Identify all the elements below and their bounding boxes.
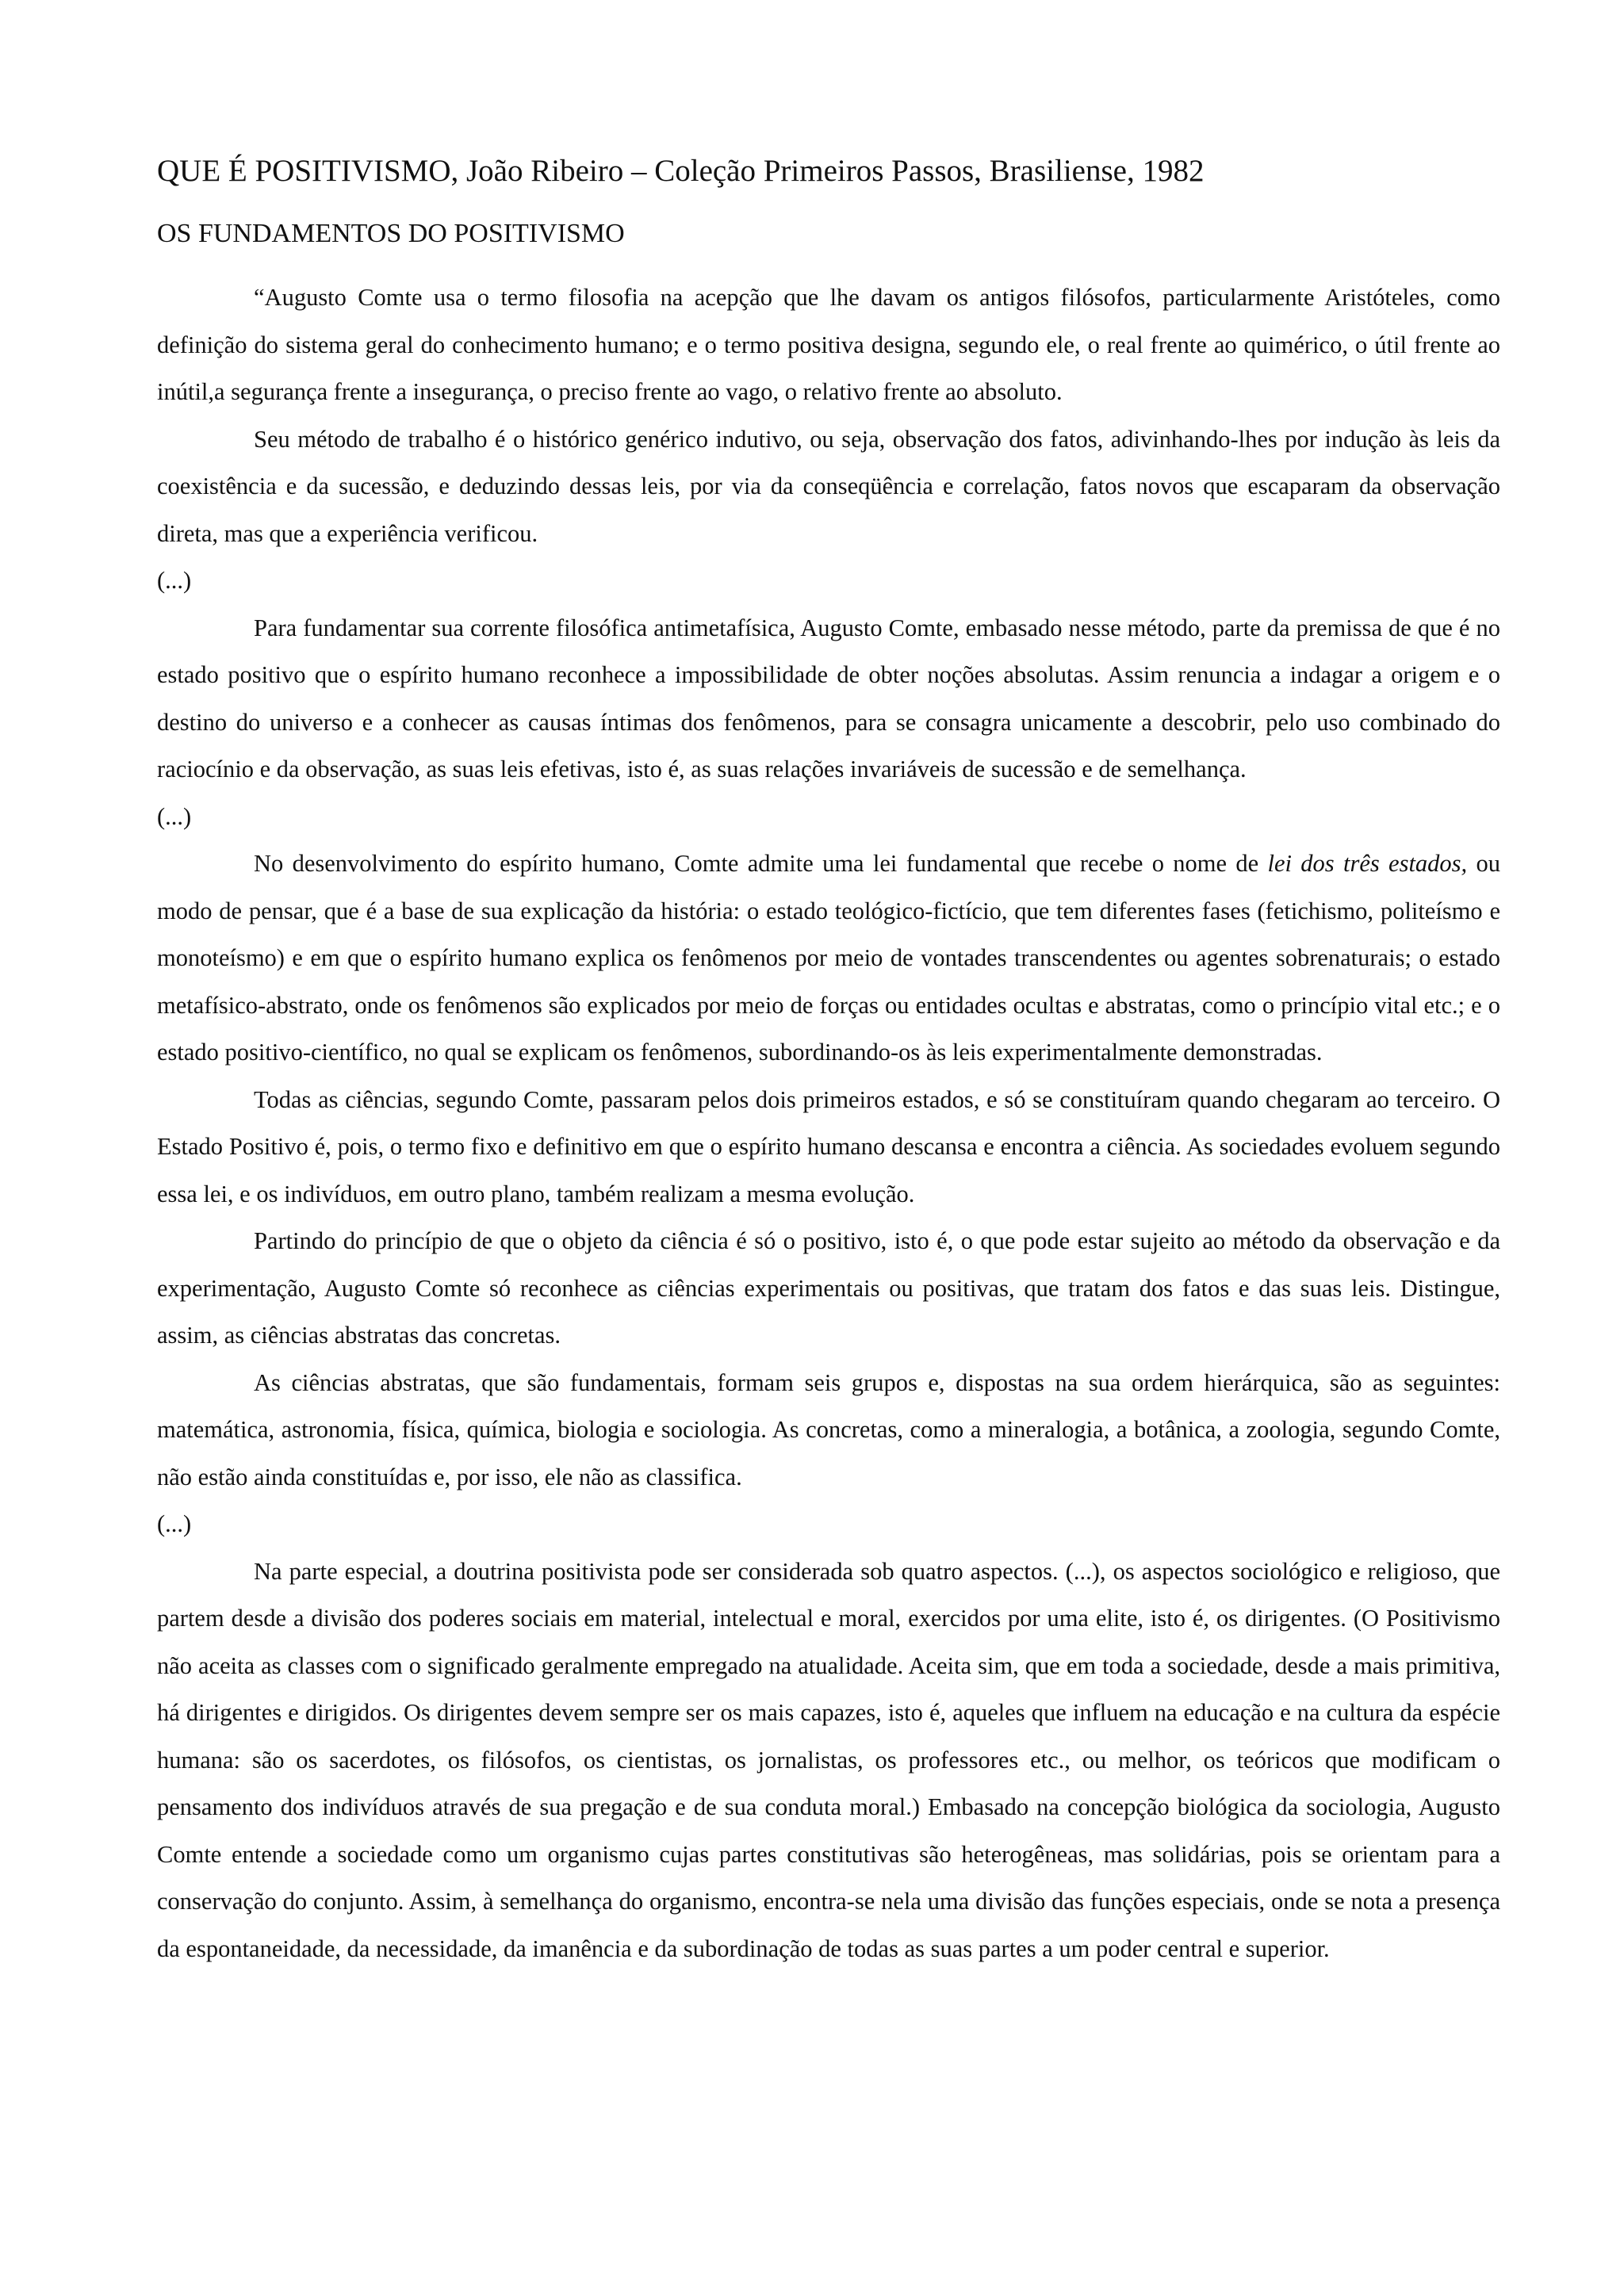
paragraph: Para fundamentar sua corrente filosófica antimetafísica, Augusto Comte, embasado nesse método, parte da premissa de que é no estado positivo que o espírito humano reconhece a impossibilidade de obter noções absolutas. Assim renuncia a indagar a origem e o destino do universo e a conhecer as causas íntimas dos fenômenos, para se consagra unicamente a descobrir, pelo uso combinado do raciocínio e da observação, as suas leis efetivas, isto é, as suas relações invariáveis de sucessão e de semelhança. [157,614,1500,783]
paragraph: As ciências abstratas, que são fundamentais, formam seis grupos e, dispostas na sua ordem hierárquica, são as seguintes: matemática, astronomia, física, química, biologia e sociologia. As concretas, como a mineralogia, a botânica, a zoologia, segundo Comte, não estão ainda constituídas e, por isso, ele não as classifica. [157,1368,1500,1490]
paragraph: Na parte especial, a doutrina positivista pode ser considerada sob quatro aspectos. (...), os aspectos sociológico e religioso, que partem desde a divisão dos poderes sociais em material, intelectual e moral, exercidos por uma elite, isto é, os dirigentes. (O Positivismo não aceita as classes com o significado geralmente empregado na atualidade. Aceita sim, que em toda a sociedade, desde a mais primitiva, há dirigentes e dirigidos. Os dirigentes devem sempre ser os mais capazes, isto é, aqueles que influem na educação e na cultura da espécie humana: são os sacerdotes, os filósofos, os cientistas, os jornalistas, os professores etc., ou melhor, os teóricos que modificam o pensamento dos indivíduos através de sua pregação e de sua conduta moral.) Embasado na concepção biológica da sociologia, Augusto Comte entende a sociedade como um organismo cujas partes constitutivas são heterogêneas, mas solidárias, pois se orientam para a conservação do conjunto. Assim, à semelhança do organismo, encontra-se nela uma divisão das funções especiais, onde se nota a presença da espontaneidade, da necessidade, da imanência e da subordinação de todas as suas partes a um poder central e superior. [157,1557,1500,1962]
paragraph-text: No desenvolvimento do espírito humano, Comte admite uma lei fundamental que recebe o nome de [254,850,1268,877]
paragraph: “Augusto Comte usa o termo filosofia na acepção que lhe davam os antigos filósofos, particularmente Aristóteles, como definição do sistema geral do conhecimento humano; e o termo positiva designa, segundo ele, o real frente ao quimérico, o útil frente ao inútil,a segurança frente a insegurança, o preciso frente ao vago, o relativo frente ao absoluto. [157,284,1500,405]
section-heading: OS FUNDAMENTOS DO POSITIVISMO [157,219,625,248]
paragraph: Todas as ciências, segundo Comte, passaram pelos dois primeiros estados, e só se constituíram quando chegaram ao terceiro. O Estado Positivo é, pois, o termo fixo e definitivo em que o espírito humano descansa e encontra a ciência. As sociedades evoluem segundo essa lei, e os indivíduos, em outro plano, também realizam a mesma evolução. [157,1085,1500,1207]
ellipsis-marker: (...) [157,567,192,594]
paragraph: Partindo do princípio de que o objeto da ciência é só o positivo, isto é, o que pode estar sujeito ao método da observação e da experimentação, Augusto Comte só reconhece as ciências experimentais ou positivas, que tratam dos fatos e das suas leis. Distingue, assim, as ciências abstratas das concretas. [157,1227,1500,1349]
document-title: QUE É POSITIVISMO, João Ribeiro – Coleção Primeiros Passos, Brasiliense, 1982 [157,154,1205,188]
document-body [157,274,1500,1973]
paragraph: Seu método de trabalho é o histórico genérico indutivo, ou seja, observação dos fatos, adivinhando-lhes por indução às leis da coexistência e da sucessão, e deduzindo dessas leis, por via da conseqüência e correlação, fatos novos que escaparam da observação direta, mas que a experiência verificou. [157,425,1500,547]
ellipsis-marker: (...) [157,802,192,830]
paragraph [157,840,1500,1077]
ellipsis-marker: (...) [157,1510,192,1537]
paragraph-text: ou modo de pensar, que é a base de sua explicação da história: o estado teológico-fictício, que tem diferentes fases (fetichismo, politeísmo e monoteísmo) e em que o espírito humano explica os fenômenos por meio de vontades transcendentes ou agentes sobrenaturais; o estado metafísico-abstrato, onde os fenômenos são explicados por meio de forças ou entidades ocultas e abstratas, como o princípio vital etc.; e o estado positivo-científico, no qual se explicam os fenômenos, subordinando-os às leis experimentalmente demonstradas. [157,850,1501,1066]
italic-term: lei dos três estados, [1267,850,1468,877]
